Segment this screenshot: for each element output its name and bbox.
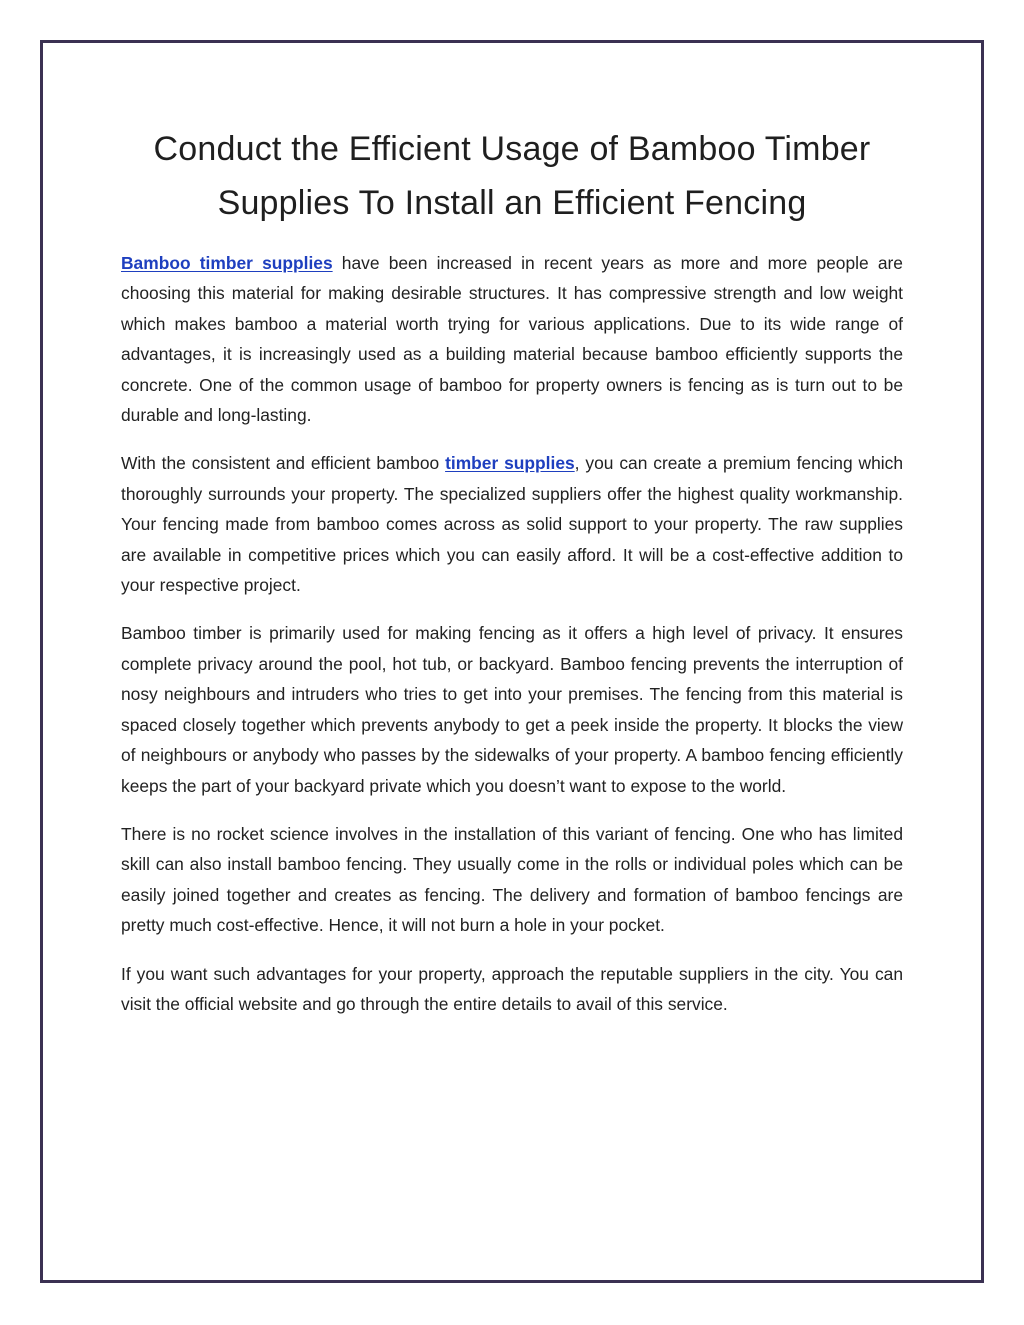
paragraph-3: Bamboo timber is primarily used for making fencing as it offers a high level of privacy. It ensures complete privacy around the pool, hot tub, or backyard. Bamboo fencing prevents the interruption of nosy neighbours and intruders who tries to get into your premises. The fencing from this material is spaced closely together which prevents anybody to get a peek inside the property. It blocks the view of neighbours or anybody who passes by the sidewalks of your property. A bamboo fencing efficiently keeps the part of your backyard private which you doesn’t want to expose to the world. (121, 623, 903, 796)
paragraph-1-text: have been increased in recent years as more and more people are choosing this material for making desirable structures. It has compressive strength and low weight which makes bamboo a material worth trying for various applications. Due to its wide range of advantages, it is increasingly used as a building material because bamboo efficiently supports the concrete. One of the common usage of bamboo for property owners is fencing as is turn out to be durable and long-lasting. (121, 253, 903, 426)
document-title: Conduct the Efficient Usage of Bamboo Timber Supplies To Install an Efficient Fencing (153, 130, 871, 222)
timber-supplies-link[interactable]: timber supplies (445, 453, 575, 474)
document-body (121, 248, 903, 1037)
paragraph-1 (121, 248, 903, 430)
paragraph-2-text-before: With the consistent and efficient bamboo (121, 453, 446, 474)
bamboo-timber-supplies-link[interactable]: Bamboo timber supplies (121, 253, 333, 273)
paragraph-4: There is no rocket science involves in the installation of this variant of fencing. One who has limited skill can also install bamboo fencing. They usually come in the rolls or individual poles which can be easily joined together and creates as fencing. The delivery and formation of bamboo fencings are pretty much cost-effective. Hence, it will not burn a hole in your pocket. (121, 823, 903, 936)
paragraph-2 (121, 448, 903, 600)
paragraph-5: If you want such advantages for your property, approach the reputable suppliers in the city. You can visit the official website and go through the entire details to avail of this service. (121, 963, 903, 1014)
paragraph-2-text-after: , you can create a premium fencing which thoroughly surrounds your property. The specialized suppliers offer the highest quality workmanship. Your fencing made from bamboo comes across as solid support to your property. The raw supplies are available in competitive prices which you can easily afford. It will be a cost-effective addition to your respective project. (121, 453, 903, 596)
